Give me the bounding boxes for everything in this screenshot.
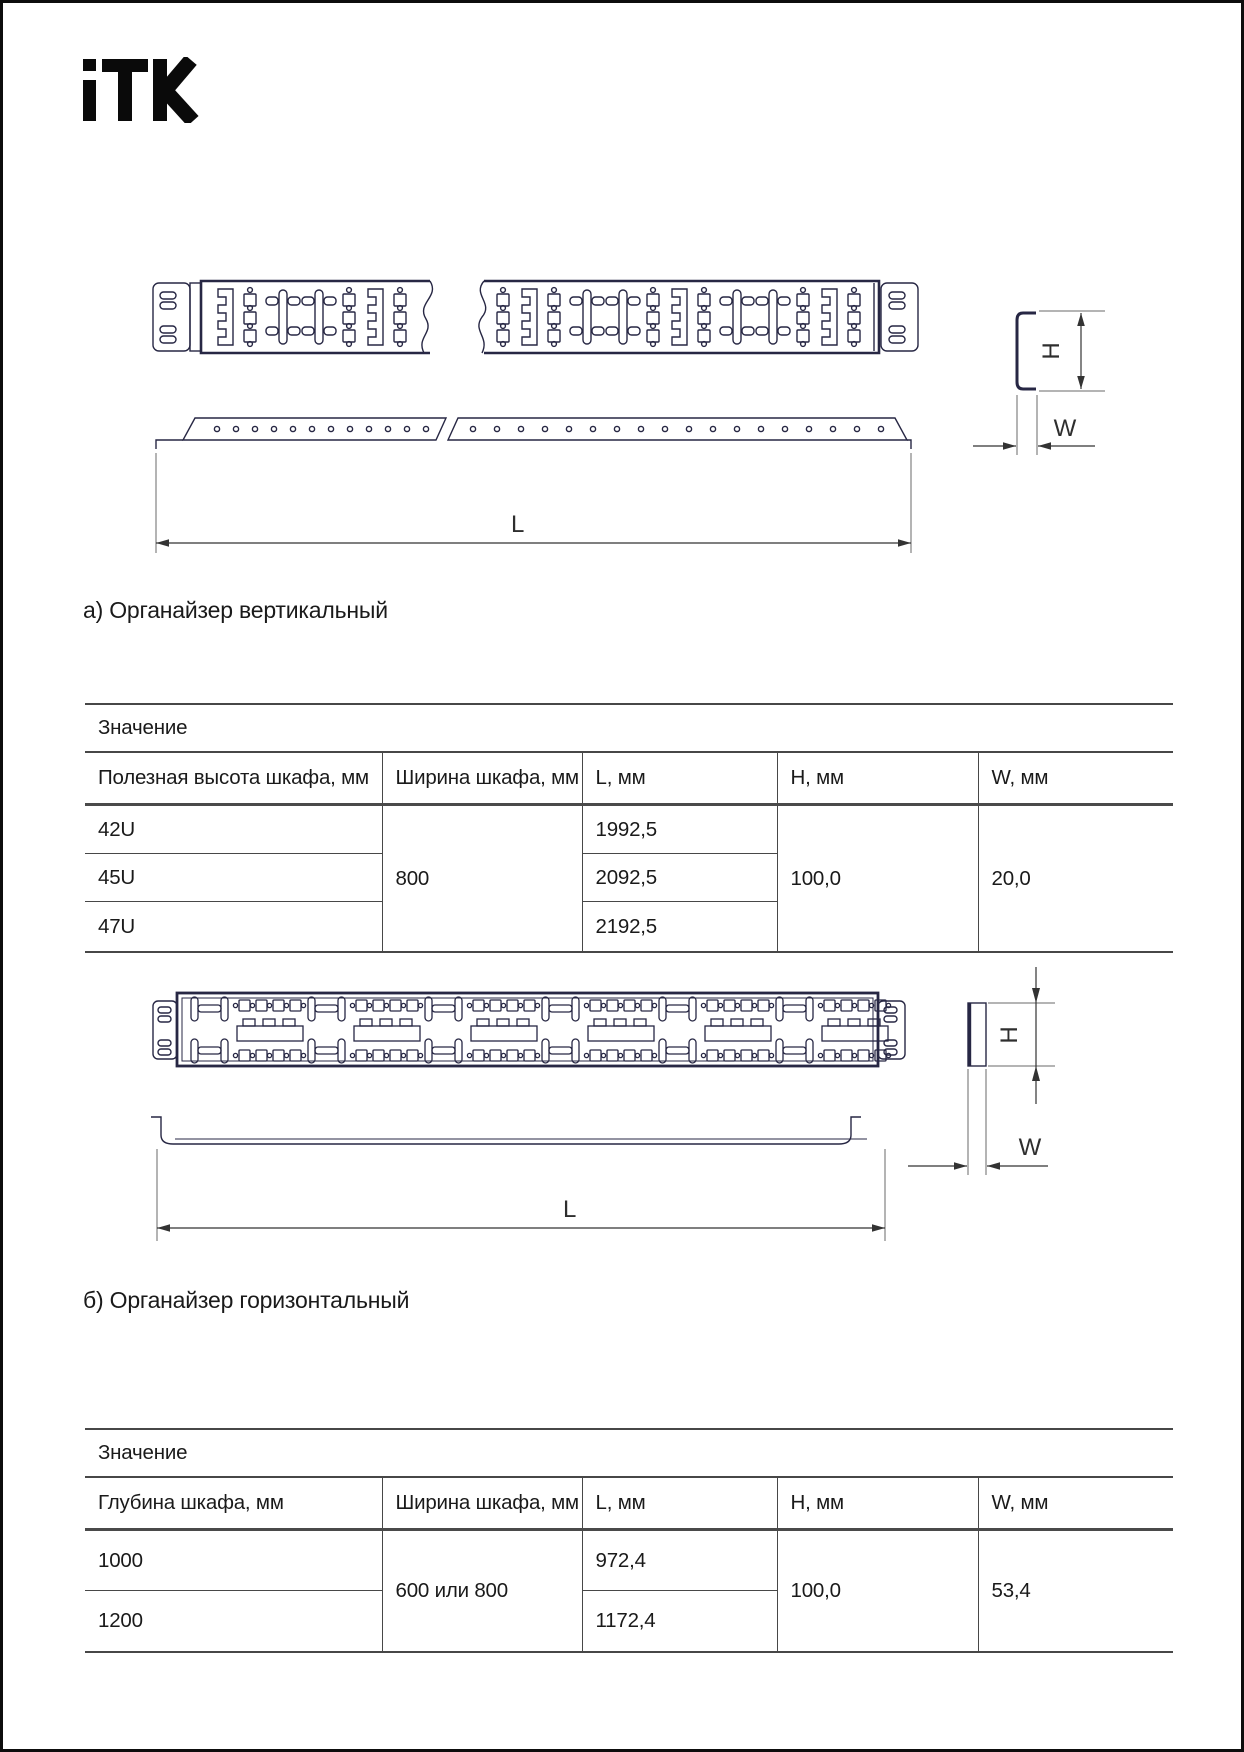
column-header: L, мм <box>582 1477 777 1530</box>
figure-b-caption: б) Органайзер горизонтальный <box>83 1287 410 1313</box>
label-l: L <box>563 1196 577 1223</box>
table-cell: 1000 <box>85 1530 382 1591</box>
table-cell: 100,0 <box>777 1530 978 1653</box>
figure-a-caption: а) Органайзер вертикальный <box>83 597 388 623</box>
table-cell: 42U <box>85 805 382 854</box>
table-cell: 1200 <box>98 1609 143 1632</box>
table-row <box>85 752 1173 805</box>
column-header: H, мм <box>777 1477 978 1530</box>
horizontal-organizer-drawing <box>133 961 1133 1261</box>
column-header: Ширина шкафа, мм <box>382 752 582 805</box>
label-h: H <box>1038 342 1065 360</box>
column-header: H, мм <box>777 752 978 805</box>
table-cell: 100,0 <box>777 805 978 953</box>
cross-section-horizontal <box>908 967 1055 1175</box>
table-cell: 20,0 <box>978 805 1173 953</box>
front-view-horizontal <box>153 993 905 1066</box>
table-row <box>85 1429 1173 1477</box>
table-row <box>85 704 1173 752</box>
column-header: Глубина шкафа, мм <box>85 1477 382 1530</box>
label-w: W <box>1053 415 1077 442</box>
dimension-l-vertical <box>156 453 911 553</box>
cross-section-vertical <box>973 311 1105 455</box>
label-l: L <box>511 511 525 538</box>
dimension-l-horizontal <box>157 1149 885 1241</box>
label-w: W <box>1018 1134 1042 1161</box>
column-header: L, мм <box>582 752 777 805</box>
table-cell: 2192,5 <box>582 902 777 953</box>
table-cell: 600 или 800 <box>382 1530 582 1653</box>
table-title: Значение <box>85 1429 1173 1477</box>
table-cell: 2092,5 <box>582 854 777 902</box>
vertical-organizer-drawing <box>143 255 1133 565</box>
itk-logo <box>81 57 211 123</box>
table-cell: 800 <box>382 805 582 953</box>
table-row <box>85 1477 1173 1530</box>
side-view-vertical <box>156 418 911 449</box>
column-header: W, мм <box>978 752 1173 805</box>
label-h: H <box>996 1026 1023 1044</box>
table-cell: 1992,5 <box>582 805 777 854</box>
table-row <box>85 805 1173 854</box>
table-cell: 972,4 <box>582 1530 777 1591</box>
column-header: W, мм <box>978 1477 1173 1530</box>
column-header: Полезная высота шкафа, мм <box>85 752 382 805</box>
front-view-vertical <box>153 281 918 353</box>
table-cell: 1172,4 <box>582 1591 777 1653</box>
column-header: Ширина шкафа, мм <box>382 1477 582 1530</box>
table-cell: 45U <box>85 854 382 902</box>
table-horizontal-organizer <box>85 1428 1173 1653</box>
table-row <box>85 1530 1173 1591</box>
table-vertical-organizer <box>85 703 1173 953</box>
table-cell: 47U <box>98 914 136 938</box>
table-title: Значение <box>85 704 1173 752</box>
side-view-horizontal <box>151 1117 867 1144</box>
table-cell: 53,4 <box>978 1530 1173 1653</box>
